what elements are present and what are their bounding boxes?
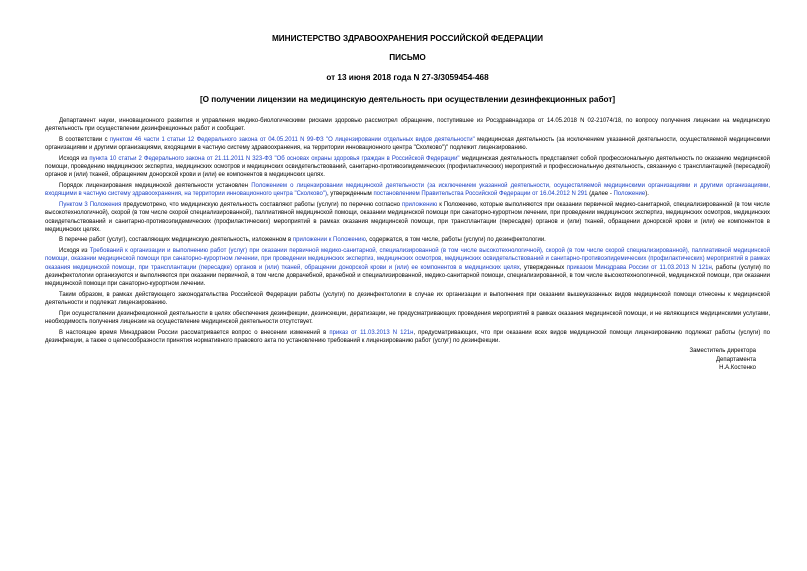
document-link[interactable]: Положение bbox=[613, 191, 646, 198]
paragraph-text: предусмотрено, что медицинскую деятельность составляют работы (услуги) по перечню согласно bbox=[121, 201, 402, 208]
signatory-position: Заместитель директора bbox=[689, 348, 756, 355]
paragraph-text: В настоящее время Минздравом России рассматривается вопрос о внесении изменений в bbox=[59, 329, 330, 336]
paragraph-text: к Положению, которые выполняются при оказании первичной медико-санитарной, специализированной (в том числе высокотехнологичной), скорой (в том числе скорой специализированной), паллиативной медицинской помощи, оказании медицинской помощи при санаторно-курортном лечении, при проведении медицинских экспертиз, медицинских осмотров, медицинских освидетельствований и санитарно-противоэпидемических (профилактических) мероприятий в рамках оказания медицинской помощи, при трансплантации (пересадке) органов и (или) тканей, обращении донорской крови и (или) ее компонентов в медицинских целях. bbox=[45, 201, 770, 233]
paragraph-text: , содержатся, в том числе, работы (услуги) по дезинфектологии. bbox=[365, 237, 546, 244]
paragraph bbox=[45, 117, 770, 134]
paragraph bbox=[45, 291, 770, 308]
document-link[interactable]: пунктом 46 части 1 статьи 12 Федерального закона от 04.05.2011 N 99-ФЗ "О лицензировании отдельных видов деятельности" bbox=[109, 136, 475, 143]
document-link[interactable]: постановлением Правительства Российской Федерации от 16.04.2012 N 291 bbox=[373, 191, 588, 198]
document-link[interactable]: Пунктом 3 Положения bbox=[59, 201, 122, 208]
paragraph-text: (далее - bbox=[587, 191, 614, 198]
paragraph-text: В соответствии с bbox=[59, 136, 110, 143]
signature-block bbox=[45, 347, 770, 373]
ministry-heading: МИНИСТЕРСТВО ЗДРАВООХРАНЕНИЯ РОССИЙСКОЙ ФЕДЕРАЦИИ bbox=[271, 34, 544, 43]
document-link[interactable]: Положением о лицензировании медицинской деятельности (за исключением указанной деятельности, осуществляемой медицинскими организациями и другими организациями, входящими в частную систему здравоохранения, на территории инновационного центра "Сколково") bbox=[45, 182, 771, 198]
document-link[interactable]: пункта 10 статьи 2 Федерального закона от 21.11.2011 N 323-ФЗ "Об основах охраны здоровья граждан в Российской Федерации" bbox=[89, 155, 460, 162]
document-link[interactable]: приказ от 11.03.2013 N 121н bbox=[329, 329, 414, 336]
paragraph-text: В перечне работ (услуг), составляющих медицинскую деятельность, изложенном в bbox=[59, 237, 293, 244]
paragraph-text: , работы (услуги) по дезинфектологии организуются и выполняются при оказании первичной, в том числе доврачебной, врачебной и специализированной, медико-санитарной помощи, специализированной, в том числе высокотехнологичной, медицинской помощи, при оказании медицинской помощи при санаторно-курортном лечении. bbox=[45, 264, 770, 288]
paragraph bbox=[45, 329, 770, 346]
document-link[interactable]: Требований к организации и выполнению работ (услуг) при оказании первичной медико-санитарной, специализированной (в том числе высокотехнологичной), скорой (в том числе скорой специализированной), паллиативной медицинской помощи, оказании медицинской помощи при санаторно-курортном лечении, при проведении медицинских экспертиз, медицинских осмотров, медицинских освидетельствований и санитарно-противоэпидемических (профилактических) мероприятий в рамках оказания медицинской помощи, при трансплантации (пересадке) органов и (или) тканей, обращении донорской крови и (или) ее компонентов в медицинских целях bbox=[45, 247, 770, 271]
paragraph bbox=[45, 247, 770, 289]
document-link[interactable]: приложении к Положению bbox=[292, 237, 366, 244]
document-type-heading: ПИСЬМО bbox=[389, 53, 426, 62]
paragraph bbox=[45, 310, 770, 327]
paragraph bbox=[45, 136, 770, 153]
document-page bbox=[45, 30, 770, 373]
paragraph-text: , утвержденным bbox=[326, 191, 374, 198]
paragraph-text: Порядок лицензирования медицинской деятельности установлен bbox=[59, 182, 252, 189]
paragraph bbox=[45, 236, 770, 244]
paragraph-text: , утвержденных bbox=[519, 264, 567, 271]
document-link[interactable]: приложению bbox=[401, 201, 438, 208]
paragraph bbox=[45, 201, 770, 234]
document-body bbox=[45, 117, 770, 345]
paragraph bbox=[45, 155, 770, 180]
document-link[interactable]: приказом Минздрава России от 11.03.2013 N 121н bbox=[566, 264, 712, 271]
document-title: [О получении лицензии на медицинскую деятельность при осуществлении дезинфекционных работ] bbox=[199, 95, 616, 104]
paragraph-text: ). bbox=[645, 191, 649, 198]
paragraph bbox=[45, 182, 770, 199]
paragraph-text: медицинская деятельность (за исключением указанной деятельности, осуществляемой медицинскими организациями и другими организациями, входящими в частную систему здравоохранения, на территории инновационного центра "Сколково")" подлежит лицензированию. bbox=[45, 136, 770, 152]
paragraph-text: Департамент науки, инновационного развития и управления медико-биологическими рисками здоровью рассмотрел обращение, поступившее из Росздравнадзора от 14.05.2018 N 02-21074/18, по вопросу получения лицензии на медицинскую деятельность при осуществлении дезинфекционных работ и сообщает. bbox=[45, 118, 770, 133]
signatory-department: Департамента bbox=[715, 356, 756, 363]
paragraph-text: Исходя из bbox=[59, 155, 90, 162]
paragraph-text: медицинская деятельность представляет собой профессиональную деятельность по оказанию медицинской помощи, проведению медицинских экспертиз, медицинских осмотров и медицинских освидетельствований, санитарно-противоэпидемических (профилактических) мероприятий и профессиональную деятельность, связанную с трансплантацией (пересадкой) органов и (или) тканей, обращением донорской крови и (или) ее компонентов в медицинских целях. bbox=[45, 155, 770, 179]
date-number-heading: от 13 июня 2018 года N 27-3/3059454-468 bbox=[326, 73, 489, 82]
paragraph-text: Исходя из bbox=[59, 247, 90, 254]
paragraph-text: При осуществлении дезинфекционной деятельности в целях обеспечения дезинфекции, дезинсекции, дератизации, не предусматривающих проведения мероприятий в рамках оказания медицинской помощи, и не являющихся медицинскими услугами, необходимость получения лицензии на осуществление медицинской деятельности отсутствует. bbox=[45, 310, 770, 326]
signatory-name: Н.А.Костенко bbox=[719, 365, 756, 372]
paragraph-text: , предусматривающих, что при оказании всех видов медицинской помощи лицензированию подлежат работы (услуги) по дезинфекции, а также о целесообразности принятия нормативного правового акта по установлению требований к лицензированию работ (услуг) по дезинфекции. bbox=[45, 329, 770, 344]
paragraph-text: Таким образом, в рамках действующего законодательства Российской Федерации работы (услуги) по дезинфектологии в случае их организации и выполнения при оказании вышеуказанных видов медицинской помощи отнесены к медицинской деятельности и подлежат лицензированию. bbox=[45, 291, 770, 307]
